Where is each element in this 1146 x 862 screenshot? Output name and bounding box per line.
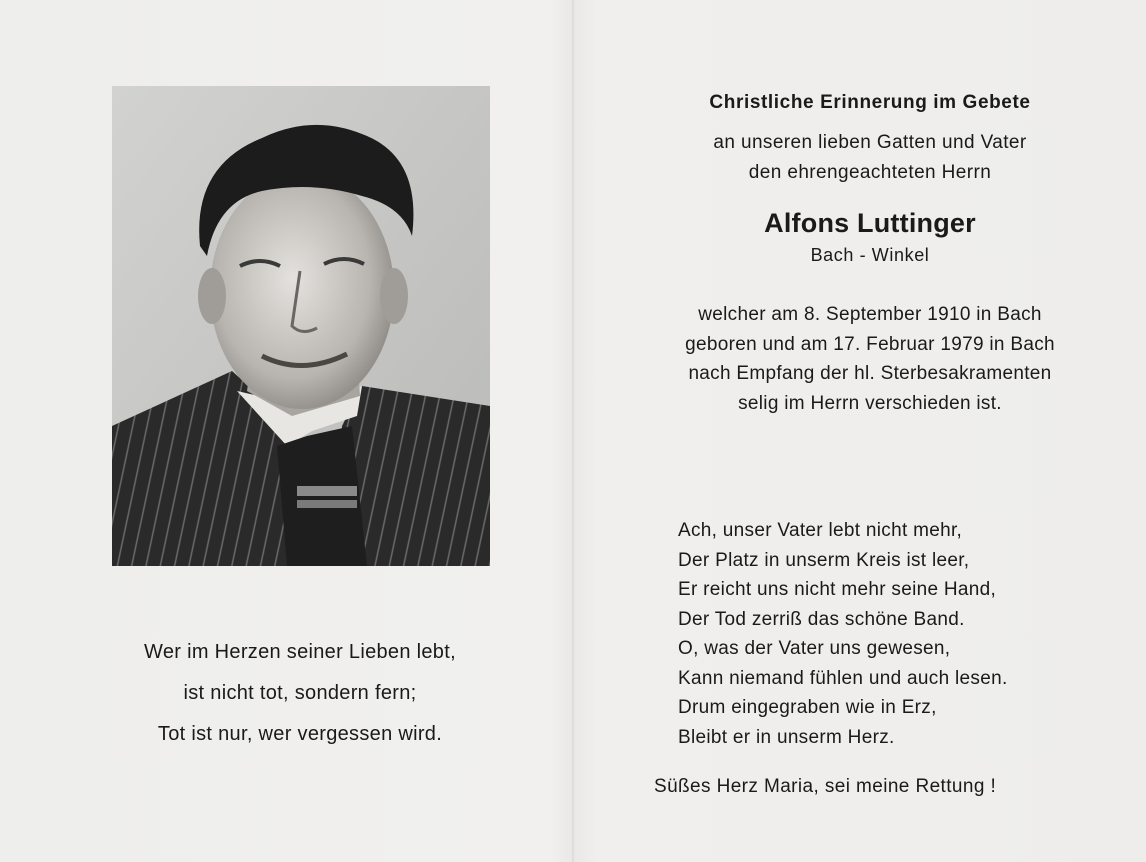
card-heading: Christliche Erinnerung im Gebete bbox=[709, 92, 1031, 113]
verse-line: Er reicht uns nicht mehr seine Hand, bbox=[678, 579, 997, 600]
bio-line: nach Empfang der hl. Sterbesakramenten bbox=[688, 363, 1052, 384]
intro-line: an unseren lieben Gatten und Vater bbox=[713, 132, 1027, 153]
biography bbox=[620, 300, 1120, 418]
intro-line: den ehrengeachteten Herrn bbox=[748, 162, 992, 183]
verse-line: Der Tod zerriß das schöne Band. bbox=[678, 608, 965, 630]
portrait-photo bbox=[112, 86, 490, 566]
poem-line: ist nicht tot, sondern fern; bbox=[183, 682, 417, 704]
memorial-verse bbox=[678, 516, 1008, 752]
deceased-name: Alfons Luttinger bbox=[764, 208, 976, 238]
closing-prayer: Süßes Herz Maria, sei meine Rettung ! bbox=[654, 776, 997, 797]
verse-line: Der Platz in unserm Kreis ist leer, bbox=[678, 549, 970, 571]
obituary-text bbox=[620, 88, 1120, 418]
verse-line: Drum eingegraben wie in Erz, bbox=[678, 697, 937, 718]
bio-line: selig im Herrn verschieden ist. bbox=[738, 392, 1002, 414]
poem-line: Wer im Herzen seiner Lieben lebt, bbox=[144, 641, 456, 663]
verse-line: O, was der Vater uns gewesen, bbox=[678, 638, 951, 659]
portrait-image bbox=[112, 86, 490, 566]
verse-line: Bleibt er in unserm Herz. bbox=[678, 726, 895, 748]
intro bbox=[620, 128, 1120, 188]
bio-line: welcher am 8. September 1910 in Bach bbox=[698, 304, 1042, 325]
card-fold bbox=[572, 0, 574, 862]
left-poem bbox=[90, 632, 510, 755]
place-name: Bach - Winkel bbox=[810, 245, 930, 265]
poem-line: Tot ist nur, wer vergessen wird. bbox=[157, 723, 443, 745]
verse-line: Kann niemand fühlen und auch lesen. bbox=[678, 667, 1008, 689]
verse-line: Ach, unser Vater lebt nicht mehr, bbox=[678, 520, 963, 541]
bio-line: geboren und am 17. Februar 1979 in Bach bbox=[685, 333, 1055, 355]
